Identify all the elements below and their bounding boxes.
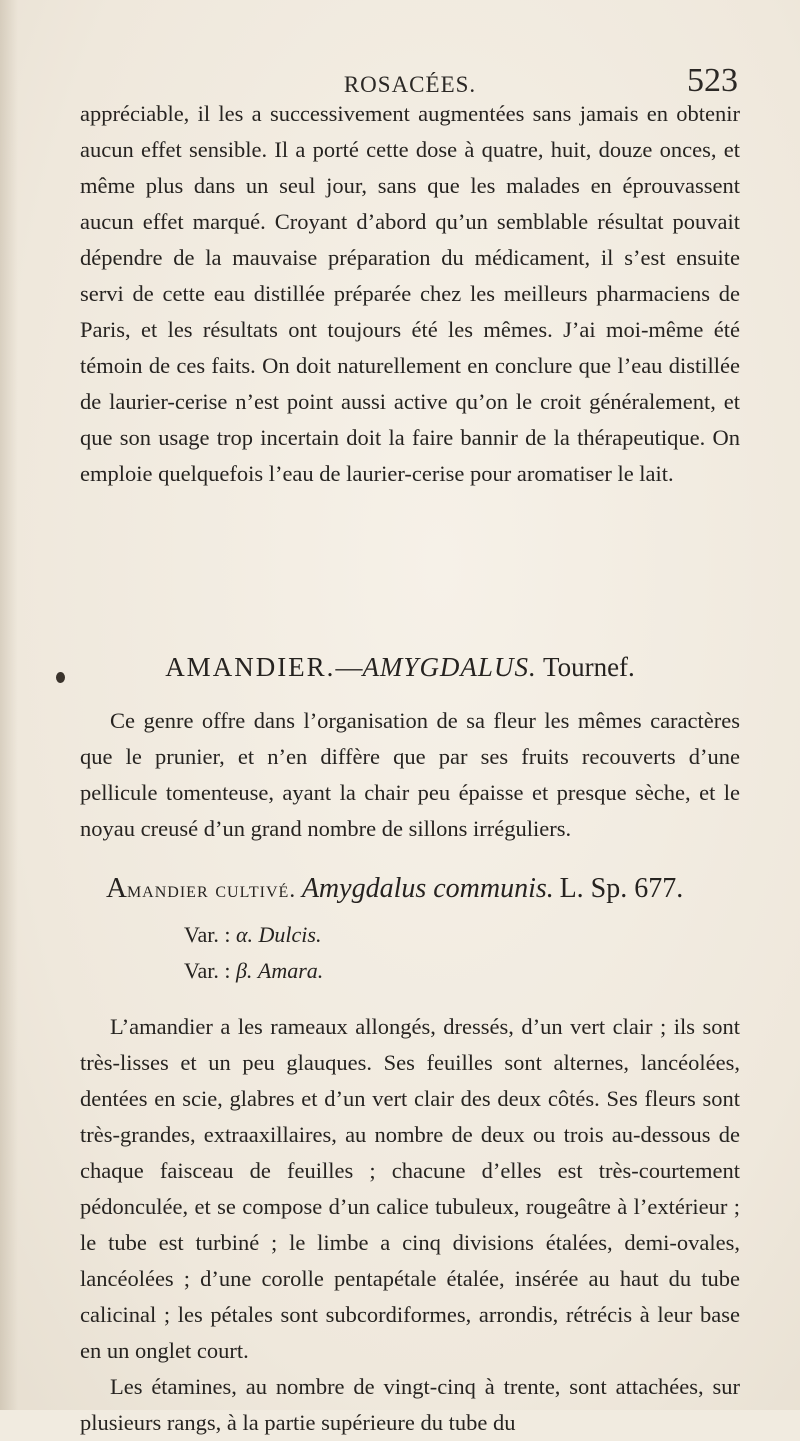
continued-paragraph-text: appréciable, il les a successivement augmentées sans jamais en obtenir aucun effet sensible. Il a porté cette dose à quatre, huit, douze onces, et même plus dans un seul jour, sans que les malades en éprouvassent aucun effet marqué. Croyant d’abord qu’un semblable résultat pouvait dépendre de la mauvaise préparation du médicament, il s’est ensuite servi de cette eau distillée préparée chez les meilleurs pharmaciens de Paris, et les résultats ont toujours été les mêmes. J’ai moi-même été témoin de ces faits. On doit naturellement en conclure que l’eau distillée de laurier-cerise n’est point aussi active qu’on le croit généralement, et que son usage trop incertain doit la faire bannir de la thérapeutique. On emploie quelquefois l’eau de laurier-cerise pour aromatiser le lait. — [80, 101, 740, 486]
variety-label: Var. : — [184, 922, 231, 947]
species-description-text: L’amandier a les rameaux allongés, dressés, d’un vert clair ; ils sont très-lisses et un peu glauques. Ses feuilles sont alternes, lancéolées, dentées en scie, glabres et d’un vert clair des deux côtés. Ses fleurs sont très-grandes, extraaxillaires, au nombre de deux ou trois au-dessous de chaque faisceau de feuilles ; chacune d’elles est très-courtement pédonculée, et se compose d’un calice tubuleux, rougeâtre à l’extérieur ; le tube est turbiné ; le limbe a cinq divisions étalées, demi-ovales, lancéolées ; d’une corolle pentapétale étalée, insérée au haut du tube calicinal ; les pétales sont subcordiformes, arrondis, rétrécis à leur base en un onglet court. — [80, 1014, 740, 1363]
variety-name: Dulcis. — [258, 922, 322, 947]
species-name: mandier cultivé. — [126, 877, 297, 902]
page-number: 523 — [687, 62, 738, 99]
running-title: ROSACÉES. — [343, 72, 477, 97]
species-latin-name: Amygdalus communis. — [301, 873, 554, 904]
genus-description — [80, 703, 740, 847]
stamens-text: Les étamines, au nombre de vingt-cinq à trente, sont attachées, sur plusieurs rangs, à la partie supérieure du tube du — [80, 1374, 740, 1435]
variety-greek-letter: β. — [235, 958, 253, 983]
variety-alpha — [184, 920, 321, 950]
genus-name: AMANDIER. — [165, 652, 336, 682]
genus-latin-name: AMYGDALUS. — [362, 652, 537, 682]
genus-author: Tournef. — [542, 652, 635, 682]
variety-label: Var. : — [184, 958, 231, 983]
variety-name: Amara. — [257, 958, 324, 983]
continued-paragraph — [80, 96, 740, 492]
species-reference: L. Sp. 677. — [559, 873, 684, 904]
genus-separator: — — [335, 652, 363, 682]
species-initial: A — [106, 872, 127, 904]
variety-greek-letter: α. — [235, 922, 254, 947]
genus-description-text: Ce genre offre dans l’organisation de sa fleur les mêmes caractères que le prunier, et n’en diffère que par ses fruits recouverts d’une pellicule tomenteuse, ayant la chair peu épaisse et presque sèche, et le noyau creusé d’un grand nombre de sillons irréguliers. — [80, 708, 740, 841]
variety-beta — [184, 956, 323, 986]
species-description — [80, 1009, 740, 1441]
binding-shadow — [0, 0, 18, 1410]
genus-heading — [0, 652, 800, 683]
species-heading — [80, 870, 740, 908]
